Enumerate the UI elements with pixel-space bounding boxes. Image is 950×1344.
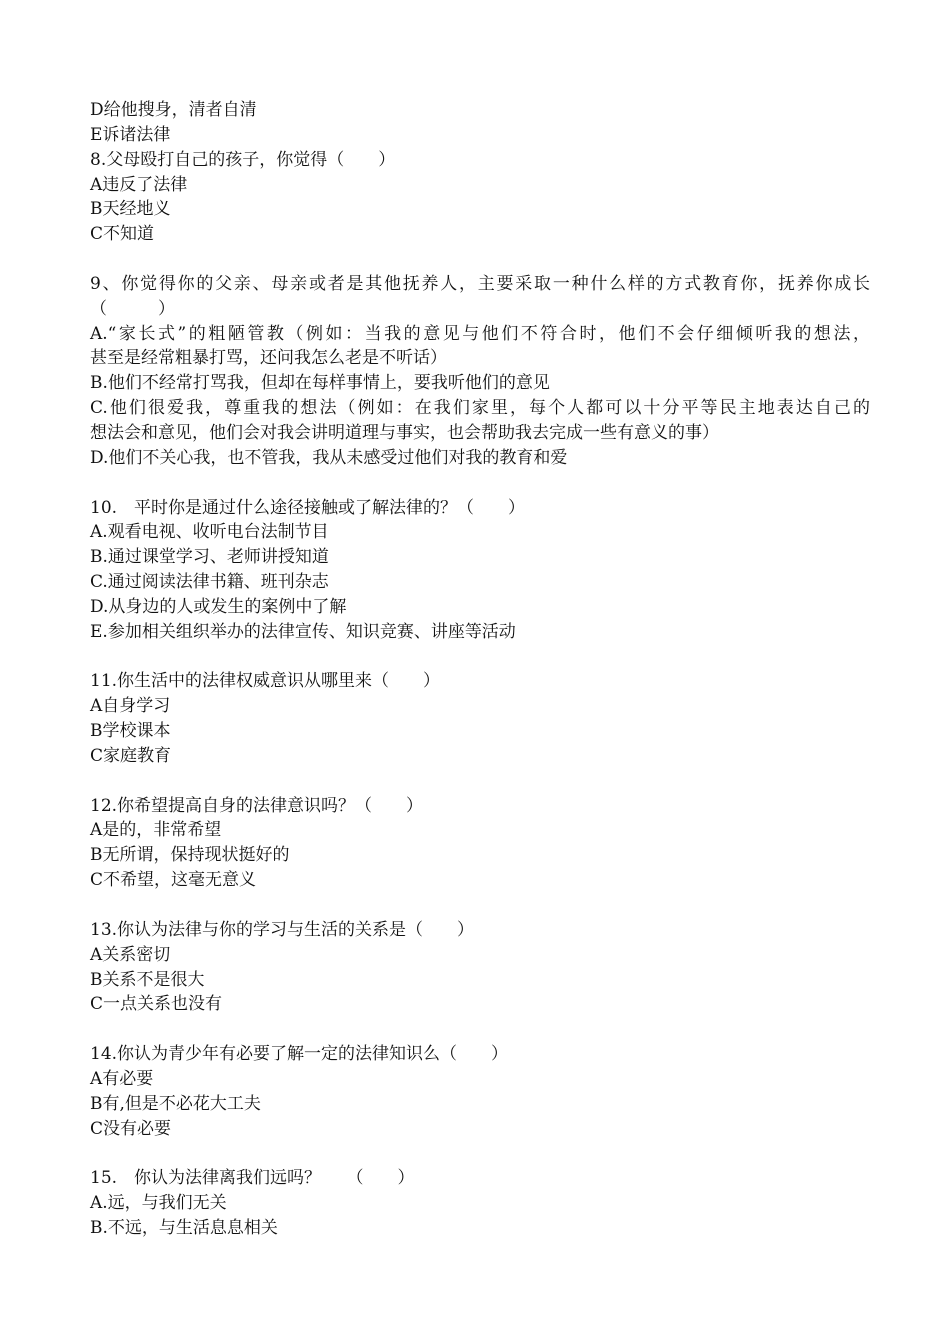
q14-question: 14.你认为青少年有必要了解一定的法律知识么（ ）: [90, 1044, 509, 1065]
q10-option-b: B.通过课堂学习、老师讲授知道: [90, 547, 329, 568]
q15-option-a: A.远，与我们无关: [90, 1193, 227, 1214]
document-page: [90, 98, 870, 1241]
q14-option-a: A有必要: [90, 1068, 154, 1089]
q9-option-a-line2: 甚至是经常粗暴打骂，还问我怎么老是不听话）: [90, 348, 447, 369]
spacer: [90, 247, 870, 272]
q9-option-d: D.他们不关心我，也不管我，我从未感受过他们对我的教育和爱: [90, 447, 568, 468]
q10-question: 10. 平时你是通过什么途径接触或了解法律的？（ ）: [90, 497, 526, 518]
q9-option-b: B.他们不经常打骂我，但却在每样事情上，要我听他们的意见: [90, 373, 550, 394]
q7-option-d: D给他搜身，清者自清: [90, 100, 257, 120]
q11-option-c: C家庭教育: [90, 745, 172, 766]
spacer: [90, 769, 870, 794]
q11-option-b: B学校课本: [90, 721, 171, 742]
q11-option-a: A自身学习: [90, 696, 171, 717]
q12-question: 12.你希望提高自身的法律意识吗？（ ）: [90, 795, 424, 816]
spacer: [90, 1017, 870, 1042]
q8-option-a: A违反了法律: [90, 174, 188, 195]
q13-question: 13.你认为法律与你的学习与生活的关系是（ ）: [90, 919, 475, 940]
q10-option-c: C.通过阅读法律书籍、班刊杂志: [90, 572, 329, 593]
q9-question-blank: （ ）: [90, 298, 175, 319]
q15-question: 15. 你认为法律离我们远吗？ （ ）: [90, 1168, 415, 1189]
q9-question: 9、你觉得你的父亲、母亲或者是其他抚养人，主要采取一种什么样的方式教育你，抚养你成长: [90, 273, 870, 294]
q13-option-a: A关系密切: [90, 944, 171, 965]
q8-question: 8.父母殴打自己的孩子，你觉得（ ）: [90, 149, 396, 170]
q13-option-c: C一点关系也没有: [90, 994, 223, 1015]
q14-option-c: C没有必要: [90, 1118, 172, 1139]
q15-option-b: B.不远，与生活息息相关: [90, 1217, 278, 1238]
spacer: [90, 471, 870, 496]
q7-option-e: E诉诸法律: [90, 124, 171, 145]
q11-question: 11.你生活中的法律权威意识从哪里来（ ）: [90, 671, 441, 692]
q12-option-c: C不希望，这毫无意义: [90, 870, 257, 891]
q13-option-b: B关系不是很大: [90, 969, 205, 990]
q10-option-a: A.观看电视、收听电台法制节目: [90, 522, 329, 543]
q8-option-c: C不知道: [90, 224, 155, 245]
spacer: [90, 1141, 870, 1166]
q9-option-c-line1: C.他们很爱我，尊重我的想法（例如：在我们家里，每个人都可以十分平等民主地表达自己的: [90, 398, 870, 419]
q10-option-e: E.参加相关组织举办的法律宣传、知识竞赛、讲座等活动: [90, 621, 516, 642]
spacer: [90, 645, 870, 670]
q8-option-b: B天经地义: [90, 199, 171, 220]
spacer: [90, 893, 870, 918]
q9-option-c-line2: 想法会和意见，他们会对我会讲明道理与事实，也会帮助我去完成一些有意义的事）: [90, 422, 719, 443]
q10-option-d: D.从身边的人或发生的案例中了解: [90, 596, 347, 617]
q14-option-b: B有,但是不必花大工夫: [90, 1093, 261, 1114]
q9-option-a-line1: A.“家长式”的粗陋管教（例如：当我的意见与他们不符合时，他们不会仔细倾听我的想法，: [90, 323, 870, 344]
q12-option-a: A是的，非常希望: [90, 820, 222, 841]
q12-option-b: B无所谓，保持现状挺好的: [90, 845, 290, 866]
